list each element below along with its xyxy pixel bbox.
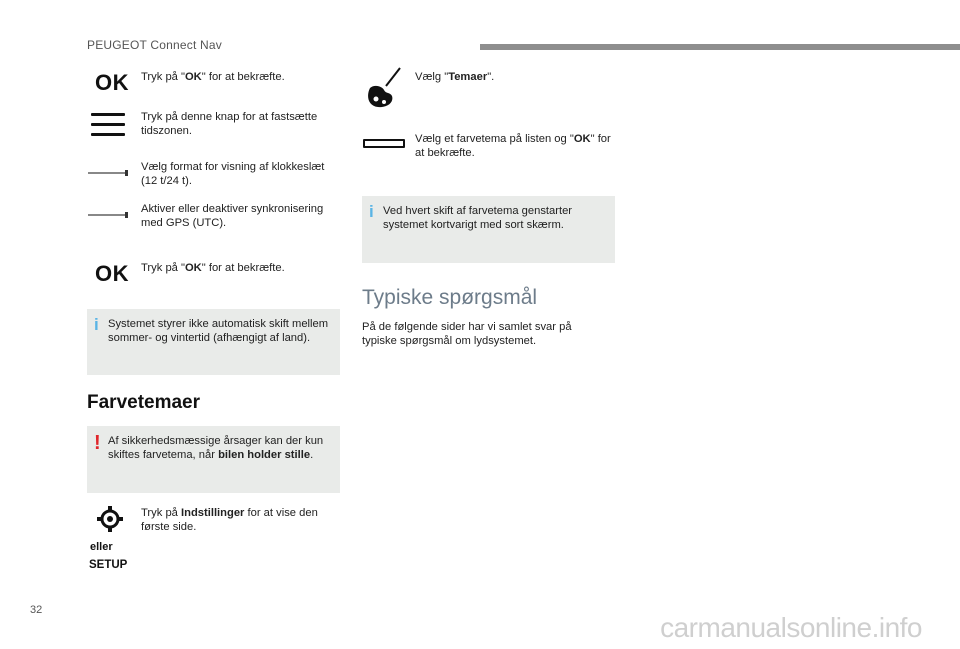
watermark: carmanualsonline.info	[660, 612, 922, 643]
step-select-theme: Vælg et farvetema på listen og "OK" for at bekræfte.	[415, 133, 611, 159]
theme-list-item-icon	[363, 139, 405, 148]
or-label: eller	[90, 541, 113, 553]
warning-icon: !	[94, 432, 101, 454]
info-icon: i	[94, 315, 99, 334]
toggle-line-icon	[88, 172, 128, 174]
info-note-restart	[362, 196, 615, 263]
warning-note	[87, 426, 340, 493]
step-themes: Vælg "Temaer".	[415, 71, 495, 83]
info-note-text: Ved hvert skift af farvetema genstarter systemet kortvarigt med sort skærm.	[383, 205, 573, 231]
step-settings: Tryk på Indstillinger for at vise den første side.	[141, 507, 318, 533]
step-ok-1: Tryk på "OK" for at bekræfte.	[141, 71, 285, 83]
setup-label: SETUP	[89, 559, 128, 571]
palette-brush-icon	[364, 66, 404, 110]
section-heading-farvetemaer: Farvetemaer	[87, 392, 201, 413]
warning-note-text: Af sikkerhedsmæssige årsager kan der kun skiftes farvetema, når bilen holder stille.	[108, 435, 324, 461]
header-bar	[480, 44, 960, 50]
step-ok-2: Tryk på "OK" for at bekræfte.	[141, 262, 285, 274]
menu-icon	[91, 113, 125, 143]
section-heading-faq: Typiske spørgsmål	[362, 286, 538, 309]
toggle-line-icon	[88, 214, 128, 216]
settings-gear-icon	[96, 505, 124, 533]
ok-icon: OK	[95, 261, 129, 286]
ok-icon: OK	[95, 70, 129, 95]
header-title: PEUGEOT Connect Nav	[87, 38, 222, 52]
info-note-text: Systemet styrer ikke automatisk skift mellem sommer- og vintertid (afhængigt af land).	[108, 318, 329, 344]
faq-intro-text: På de følgende sider har vi samlet svar på typiske spørgsmål om lydsystemet.	[362, 321, 572, 347]
page-number: 32	[30, 604, 43, 616]
info-icon: i	[369, 202, 374, 221]
info-note-dst	[87, 309, 340, 375]
step-format: Vælg format for visning af klokkeslæt (12 t/24 t).	[141, 161, 325, 187]
step-timezone: Tryk på denne knap for at fastsætte tidszonen.	[141, 111, 318, 137]
step-gps-sync: Aktiver eller deaktiver synkronisering med GPS (UTC).	[141, 203, 324, 229]
